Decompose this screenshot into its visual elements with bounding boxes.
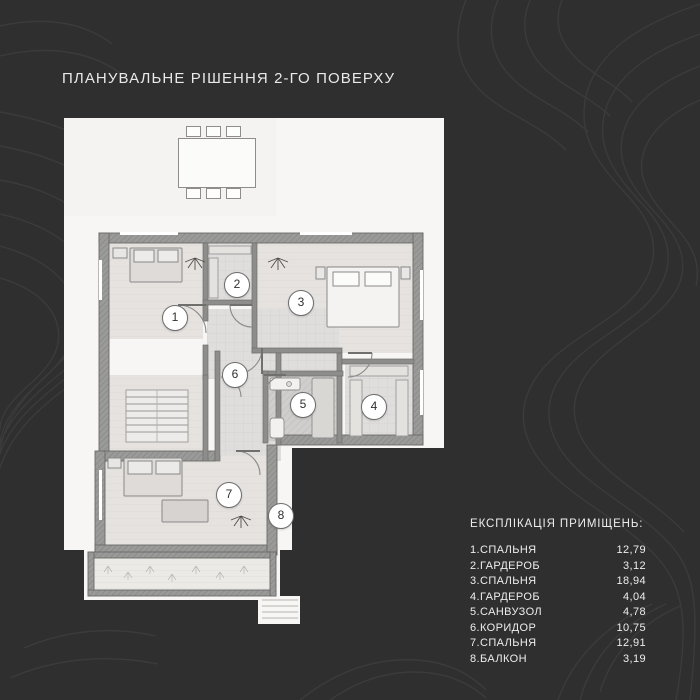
- legend: [470, 518, 646, 668]
- room-marker-8[interactable]: 8: [268, 503, 294, 529]
- legend-rows: [470, 544, 646, 665]
- room-marker-6[interactable]: 6: [222, 362, 248, 388]
- legend-room-area: 4,78: [622, 606, 646, 618]
- legend-room-area: 10,75: [616, 621, 646, 634]
- room-marker-3[interactable]: 3: [288, 290, 314, 316]
- legend-room-area: 18,94: [616, 575, 646, 587]
- legend-room-area: 12,79: [616, 544, 646, 556]
- legend-room-area: 3,12: [622, 559, 646, 572]
- legend-room-name: 6.КОРИДОР: [470, 621, 537, 634]
- legend-row: [470, 637, 646, 649]
- legend-room-name: 1.СПАЛЬНЯ: [470, 544, 537, 556]
- page-title: ПЛАНУВАЛЬНЕ РІШЕННЯ 2-ГО ПОВЕРХУ: [62, 70, 396, 87]
- legend-room-name: 2.ГАРДЕРОБ: [470, 559, 540, 572]
- legend-row: [470, 622, 646, 634]
- legend-row: [470, 544, 646, 556]
- legend-room-name: 8.БАЛКОН: [470, 652, 527, 665]
- legend-row: [470, 653, 646, 665]
- legend-room-name: 5.САНВУЗОЛ: [470, 606, 543, 618]
- legend-room-area: 3,19: [622, 652, 646, 665]
- legend-row: [470, 575, 646, 587]
- legend-row: [470, 591, 646, 603]
- room-marker-7[interactable]: 7: [216, 482, 242, 508]
- room-marker-4[interactable]: 4: [361, 394, 387, 420]
- legend-title: ЕКСПЛІКАЦІЯ ПРИМІЩЕНЬ:: [470, 518, 644, 530]
- legend-row: [470, 560, 646, 572]
- legend-room-area: 12,91: [616, 637, 646, 649]
- room-marker-2[interactable]: 2: [224, 272, 250, 298]
- legend-room-area: 4,04: [622, 590, 646, 603]
- legend-room-name: 4.ГАРДЕРОБ: [470, 590, 540, 603]
- legend-row: [470, 606, 646, 618]
- room-marker-5[interactable]: 5: [290, 392, 316, 418]
- legend-room-name: 3.СПАЛЬНЯ: [470, 575, 537, 587]
- legend-room-name: 7.СПАЛЬНЯ: [470, 637, 537, 649]
- room-marker-1[interactable]: 1: [162, 305, 188, 331]
